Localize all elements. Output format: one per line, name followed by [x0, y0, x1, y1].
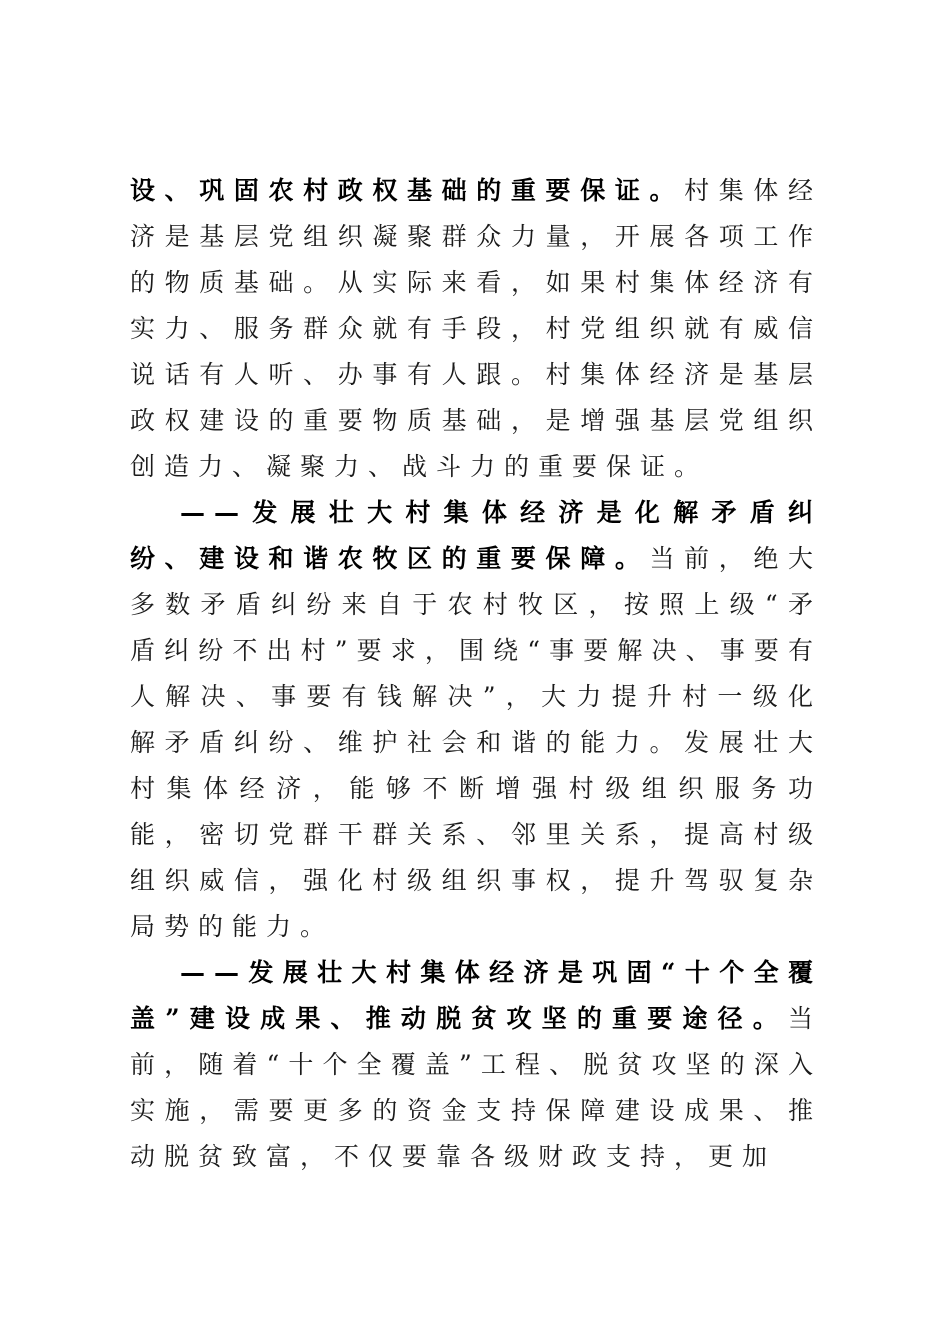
- paragraph-continuation: [130, 168, 822, 490]
- body-text: [130, 168, 822, 1180]
- paragraph-heading: 设、巩固农村政权基础的重要保证。: [130, 176, 685, 205]
- paragraph-heading: ——发展壮大村集体经济是化解矛盾纠纷、建设和谐农牧区的重要保障。: [130, 498, 822, 573]
- paragraph-conflict-resolution: [130, 490, 822, 950]
- paragraph-body: 当前，随着“十个全覆盖”工程、脱贫攻坚的深入实施，需要更多的资金支持保障建设成果、推动脱贫致富，不仅要靠各级财政支持，更加: [130, 1004, 822, 1171]
- paragraph-poverty-alleviation: [130, 950, 822, 1180]
- paragraph-body: 当前，绝大多数矛盾纠纷来自于农村牧区，按照上级“矛盾纠纷不出村”要求，围绕“事要解决、事要有人解决、事要有钱解决”，大力提升村一级化解矛盾纠纷、维护社会和谐的能力。发展壮大村集体经济，能够不断增强村级组织服务功能，密切党群干群关系、邻里关系，提高村级组织威信，强化村级组织事权，提升驾驭复杂局势的能力。: [130, 544, 822, 941]
- paragraph-body: 村集体经济是基层党组织凝聚群众力量，开展各项工作的物质基础。从实际来看，如果村集体经济有实力、服务群众就有手段，村党组织就有威信说话有人听、办事有人跟。村集体经济是基层政权建设的重要物质基础，是增强基层党组织创造力、凝聚力、战斗力的重要保证。: [130, 176, 822, 481]
- paragraph-heading: ——发展壮大村集体经济是巩固“十个全覆盖”建设成果、推动脱贫攻坚的重要途径。: [130, 958, 822, 1033]
